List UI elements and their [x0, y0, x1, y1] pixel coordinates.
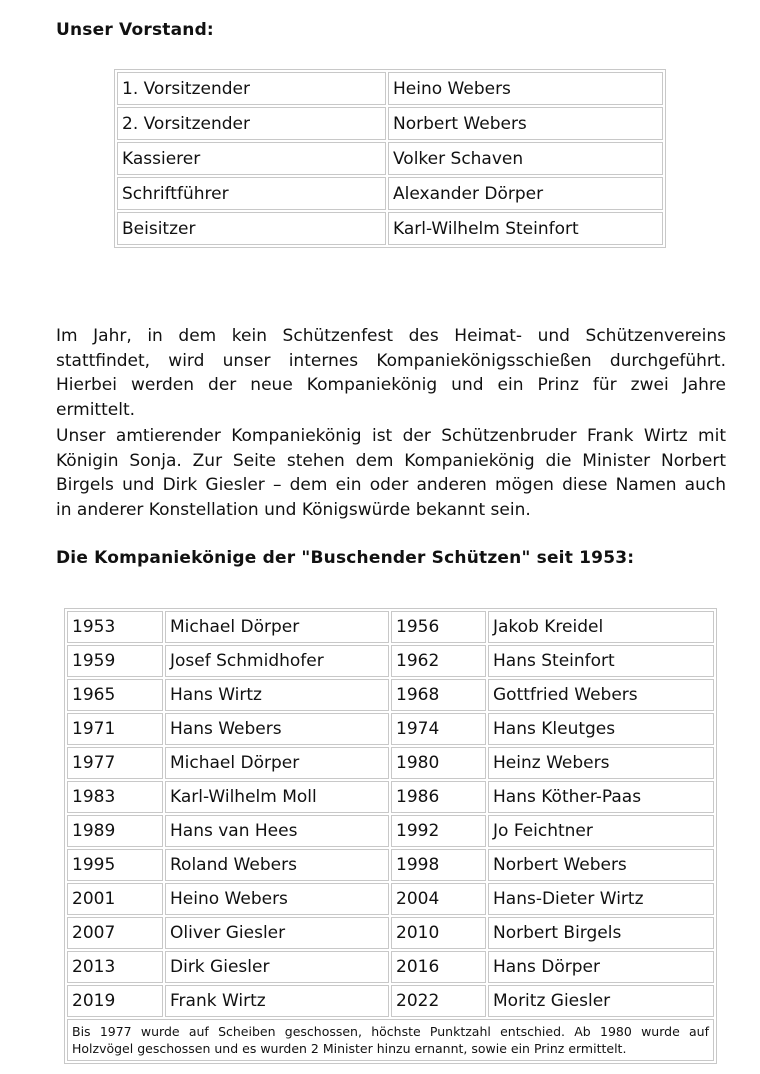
table-row	[67, 883, 714, 915]
table-row	[67, 747, 714, 779]
table-row	[67, 679, 714, 711]
board-heading: Unser Vorstand:	[56, 20, 214, 40]
king-year: 1971	[67, 713, 163, 745]
king-name: Michael Dörper	[165, 611, 389, 643]
table-footnote: Bis 1977 wurde auf Scheiben geschossen, höchste Punktzahl entschied. Ab 1980 wurde auf Holzvögel geschossen und es wurden 2 Minister hinzu ernannt, sowie ein Prinz ermittelt.	[67, 1019, 714, 1061]
king-name: Heino Webers	[165, 883, 389, 915]
king-year: 1959	[67, 645, 163, 677]
king-year: 1992	[391, 815, 486, 847]
table-row	[117, 212, 663, 245]
intro-paragraph	[56, 324, 726, 422]
king-year: 2016	[391, 951, 486, 983]
table-row	[117, 72, 663, 105]
paragraph-line: ermittelt.	[56, 399, 136, 420]
king-year: 2007	[67, 917, 163, 949]
king-name: Jo Feichtner	[488, 815, 714, 847]
king-year: 1974	[391, 713, 486, 745]
king-year: 1956	[391, 611, 486, 643]
table-row	[67, 781, 714, 813]
table-row	[117, 142, 663, 175]
king-year: 1989	[67, 815, 163, 847]
board-member: Alexander Dörper	[388, 177, 663, 210]
board-role: 1. Vorsitzender	[117, 72, 386, 105]
king-name: Hans Steinfort	[488, 645, 714, 677]
table-row	[67, 985, 714, 1017]
king-year: 1998	[391, 849, 486, 881]
board-member: Karl-Wilhelm Steinfort	[388, 212, 663, 245]
table-row	[117, 177, 663, 210]
king-name: Gottfried Webers	[488, 679, 714, 711]
king-year: 1965	[67, 679, 163, 711]
king-name: Heinz Webers	[488, 747, 714, 779]
king-year: 2004	[391, 883, 486, 915]
paragraph-line: Im Jahr, in dem kein Schützenfest des Heimat- und Schützenvereins	[56, 326, 726, 346]
board-role: 2. Vorsitzender	[117, 107, 386, 140]
king-name: Oliver Giesler	[165, 917, 389, 949]
king-name: Karl-Wilhelm Moll	[165, 781, 389, 813]
board-table	[114, 69, 666, 248]
paragraph-line: stattfindet, wird unser internes Kompaniekönigsschießen durchgeführt.	[56, 350, 726, 371]
table-row	[67, 1019, 714, 1061]
king-year: 2013	[67, 951, 163, 983]
king-name: Hans Webers	[165, 713, 389, 745]
table-row	[67, 815, 714, 847]
king-year: 1986	[391, 781, 486, 813]
king-year: 2022	[391, 985, 486, 1017]
king-name: Hans Dörper	[488, 951, 714, 983]
board-member: Norbert Webers	[388, 107, 663, 140]
table-row	[67, 849, 714, 881]
table-row	[67, 645, 714, 677]
table-row	[117, 107, 663, 140]
king-name: Frank Wirtz	[165, 985, 389, 1017]
king-year: 1980	[391, 747, 486, 779]
king-name: Josef Schmidhofer	[165, 645, 389, 677]
king-name: Norbert Birgels	[488, 917, 714, 949]
paragraph-line: Hierbei werden der neue Kompaniekönig und ein Prinz für zwei Jahre	[56, 375, 726, 395]
king-year: 1953	[67, 611, 163, 643]
king-name: Moritz Giesler	[488, 985, 714, 1017]
king-name: Hans Kleutges	[488, 713, 714, 745]
paragraph-line: in anderer Konstellation und Königswürde bekannt sein.	[56, 499, 531, 520]
board-role: Beisitzer	[117, 212, 386, 245]
king-year: 2010	[391, 917, 486, 949]
king-year: 1983	[67, 781, 163, 813]
king-name: Hans Köther-Paas	[488, 781, 714, 813]
king-name: Roland Webers	[165, 849, 389, 881]
kings-table	[64, 608, 717, 1064]
king-year: 1968	[391, 679, 486, 711]
table-row	[67, 951, 714, 983]
board-member: Heino Webers	[388, 72, 663, 105]
king-name: Hans van Hees	[165, 815, 389, 847]
king-name: Hans Wirtz	[165, 679, 389, 711]
king-name: Jakob Kreidel	[488, 611, 714, 643]
board-member: Volker Schaven	[388, 142, 663, 175]
kings-heading: Die Kompaniekönige der "Buschender Schützen" seit 1953:	[56, 548, 635, 568]
king-year: 1977	[67, 747, 163, 779]
table-row	[67, 611, 714, 643]
paragraph-line: Königin Sonja. Zur Seite stehen dem Kompaniekönig die Minister Norbert	[56, 450, 726, 471]
king-name: Hans-Dieter Wirtz	[488, 883, 714, 915]
table-row	[67, 713, 714, 745]
current-king-paragraph	[56, 424, 726, 522]
king-name: Dirk Giesler	[165, 951, 389, 983]
table-row	[67, 917, 714, 949]
paragraph-line: Unser amtierender Kompaniekönig ist der Schützenbruder Frank Wirtz mit	[56, 426, 726, 446]
board-role: Kassierer	[117, 142, 386, 175]
paragraph-line: Birgels und Dirk Giesler – dem ein oder anderen mögen diese Namen auch	[56, 475, 726, 495]
king-year: 1962	[391, 645, 486, 677]
king-year: 2019	[67, 985, 163, 1017]
king-year: 2001	[67, 883, 163, 915]
board-role: Schriftführer	[117, 177, 386, 210]
king-name: Norbert Webers	[488, 849, 714, 881]
king-name: Michael Dörper	[165, 747, 389, 779]
king-year: 1995	[67, 849, 163, 881]
